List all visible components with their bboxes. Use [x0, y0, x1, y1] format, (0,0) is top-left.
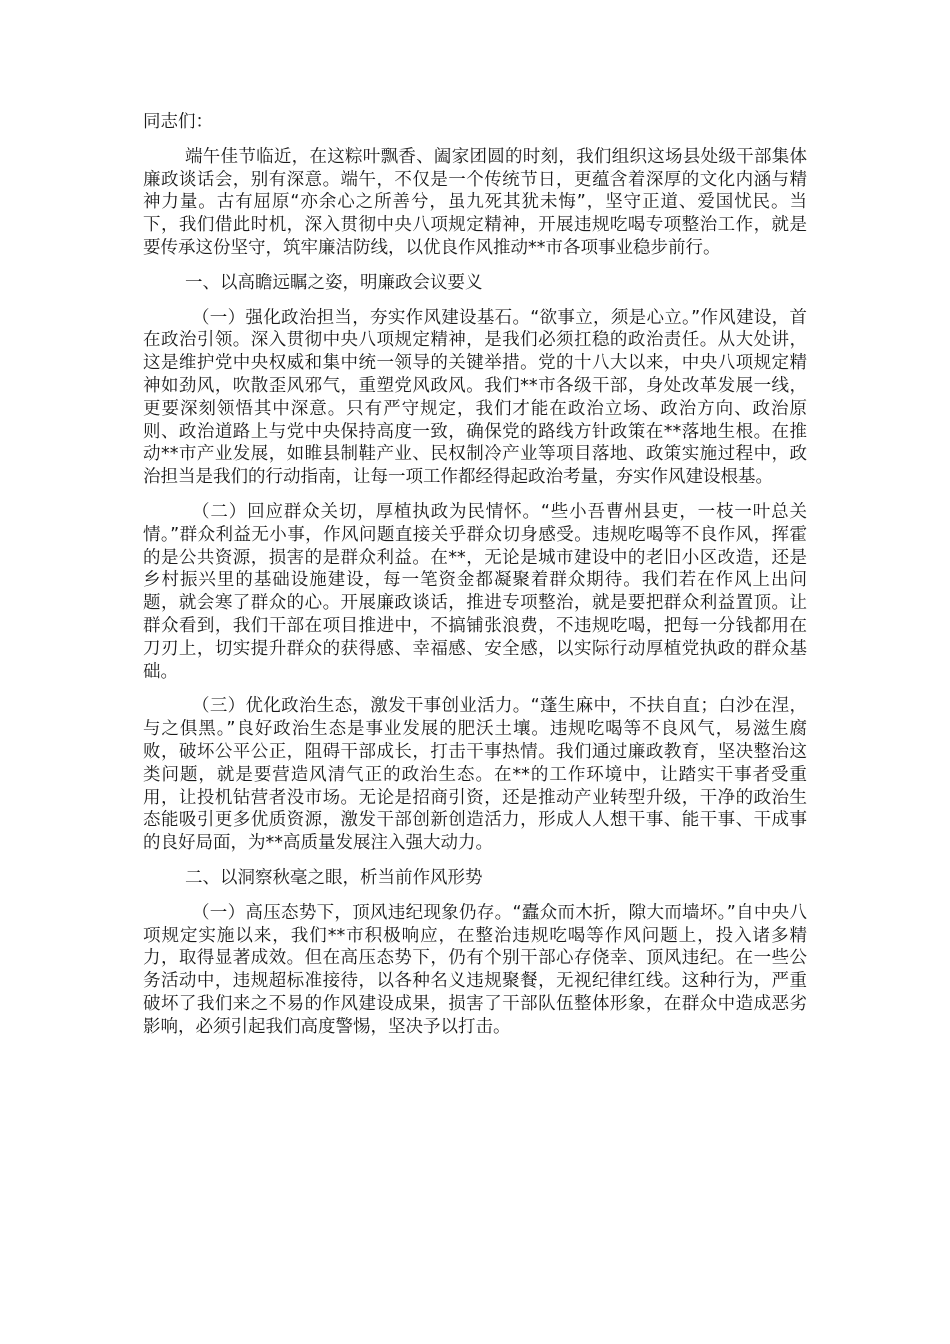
section-1-paragraph-3: （三）优化政治生态，激发干事创业活力。“蓬生麻中，不扶自直；白沙在涅，与之俱黑。”良好政治生态是事业发展的肥沃土壤。违规吃喝等不良风气，易滋生腐败，破坏公平公正，阻碍干部成长，打击干事热情。我们通过廉政教育，坚决整治这类问题，就是要营造风清气正的政治生态。在**的工作环境中，让踏实干事者受重用，让投机钻营者没市场。无论是招商引资，还是推动产业转型升级，干净的政治生态能吸引更多优质资源，激发干部创新创造活力，形成人人想干事、能干事、干成事的良好局面，为**高质量发展注入强大动力。: [143, 696, 807, 854]
section-1-paragraph-1: （一）强化政治担当，夯实作风建设基石。“欲事立，须是心立。”作风建设，首在政治引领。深入贯彻中央八项规定精神，是我们必须扛稳的政治责任。从大处讲，这是维护党中央权威和集中统一领导的关键举措。党的十八大以来，中央八项规定精神如劲风，吹散歪风邪气，重塑党风政风。我们**市各级干部，身处改革发展一线，更要深刻领悟其中深意。只有严守规定，我们才能在政治立场、政治方向、政治原则、政治道路上与党中央保持高度一致，确保党的路线方针政策在**落地生根。在推动**市产业发展，如睢县制鞋产业、民权制冷产业等项目落地、政策实施过程中，政治担当是我们的行动指南，让每一项工作都经得起政治考量，夯实作风建设根基。: [143, 307, 807, 488]
section-1-heading: 一、以高瞻远瞩之姿，明廉政会议要义: [185, 272, 483, 293]
section-1-paragraph-2: （二）回应群众关切，厚植执政为民情怀。“些小吾曹州县吏，一枝一叶总关情。”群众利益无小事，作风问题直接关乎群众切身感受。违规吃喝等不良作风，挥霍的是公共资源，损害的是群众利益。在**，无论是城市建设中的老旧小区改造，还是乡村振兴里的基础设施建设，每一笔资金都凝聚着群众期待。我们若在作风上出问题，就会寒了群众的心。开展廉政谈话，推进专项整治，就是要把群众利益置顶。让群众看到，我们干部在项目推进中，不搞铺张浪费，不违规吃喝，把每一分钱都用在刀刃上，切实提升群众的获得感、幸福感、安全感，以实际行动厚植党执政的群众基础。: [143, 501, 807, 682]
document-page: [143, 111, 807, 1050]
intro-paragraph: 端午佳节临近，在这粽叶飘香、阖家团圆的时刻，我们组织这场县处级干部集体廉政谈话会，别有深意。端午，不仅是一个传统节日，更蕴含着深厚的文化内涵与精神力量。古有屈原“亦余心之所善兮，虽九死其犹未悔”，坚守正道、爱国忧民。当下，我们借此时机，深入贯彻中央八项规定精神，开展违规吃喝专项整治工作，就是要传承这份坚守，筑牢廉洁防线，以优良作风推动**市各项事业稳步前行。: [143, 146, 807, 258]
salutation: 同志们：: [143, 112, 213, 132]
section-2-paragraph-1: （一）高压态势下，顶风违纪现象仍存。“蠹众而木折，隙大而墙坏。”自中央八项规定实施以来，我们**市积极响应，在整治违规吃喝等作风问题上，投入诸多精力，取得显著成效。但在高压态势下，仍有个别干部心存侥幸、顶风违纪。在一些公务活动中，违规超标准接待，以各种名义违规聚餐，无视纪律红线。这种行为，严重破坏了我们来之不易的作风建设成果，损害了干部队伍整体形象，在群众中造成恶劣影响，必须引起我们高度警惕，坚决予以打击。: [143, 902, 807, 1037]
section-2-heading: 二、以洞察秋毫之眼，析当前作风形势: [185, 867, 483, 888]
